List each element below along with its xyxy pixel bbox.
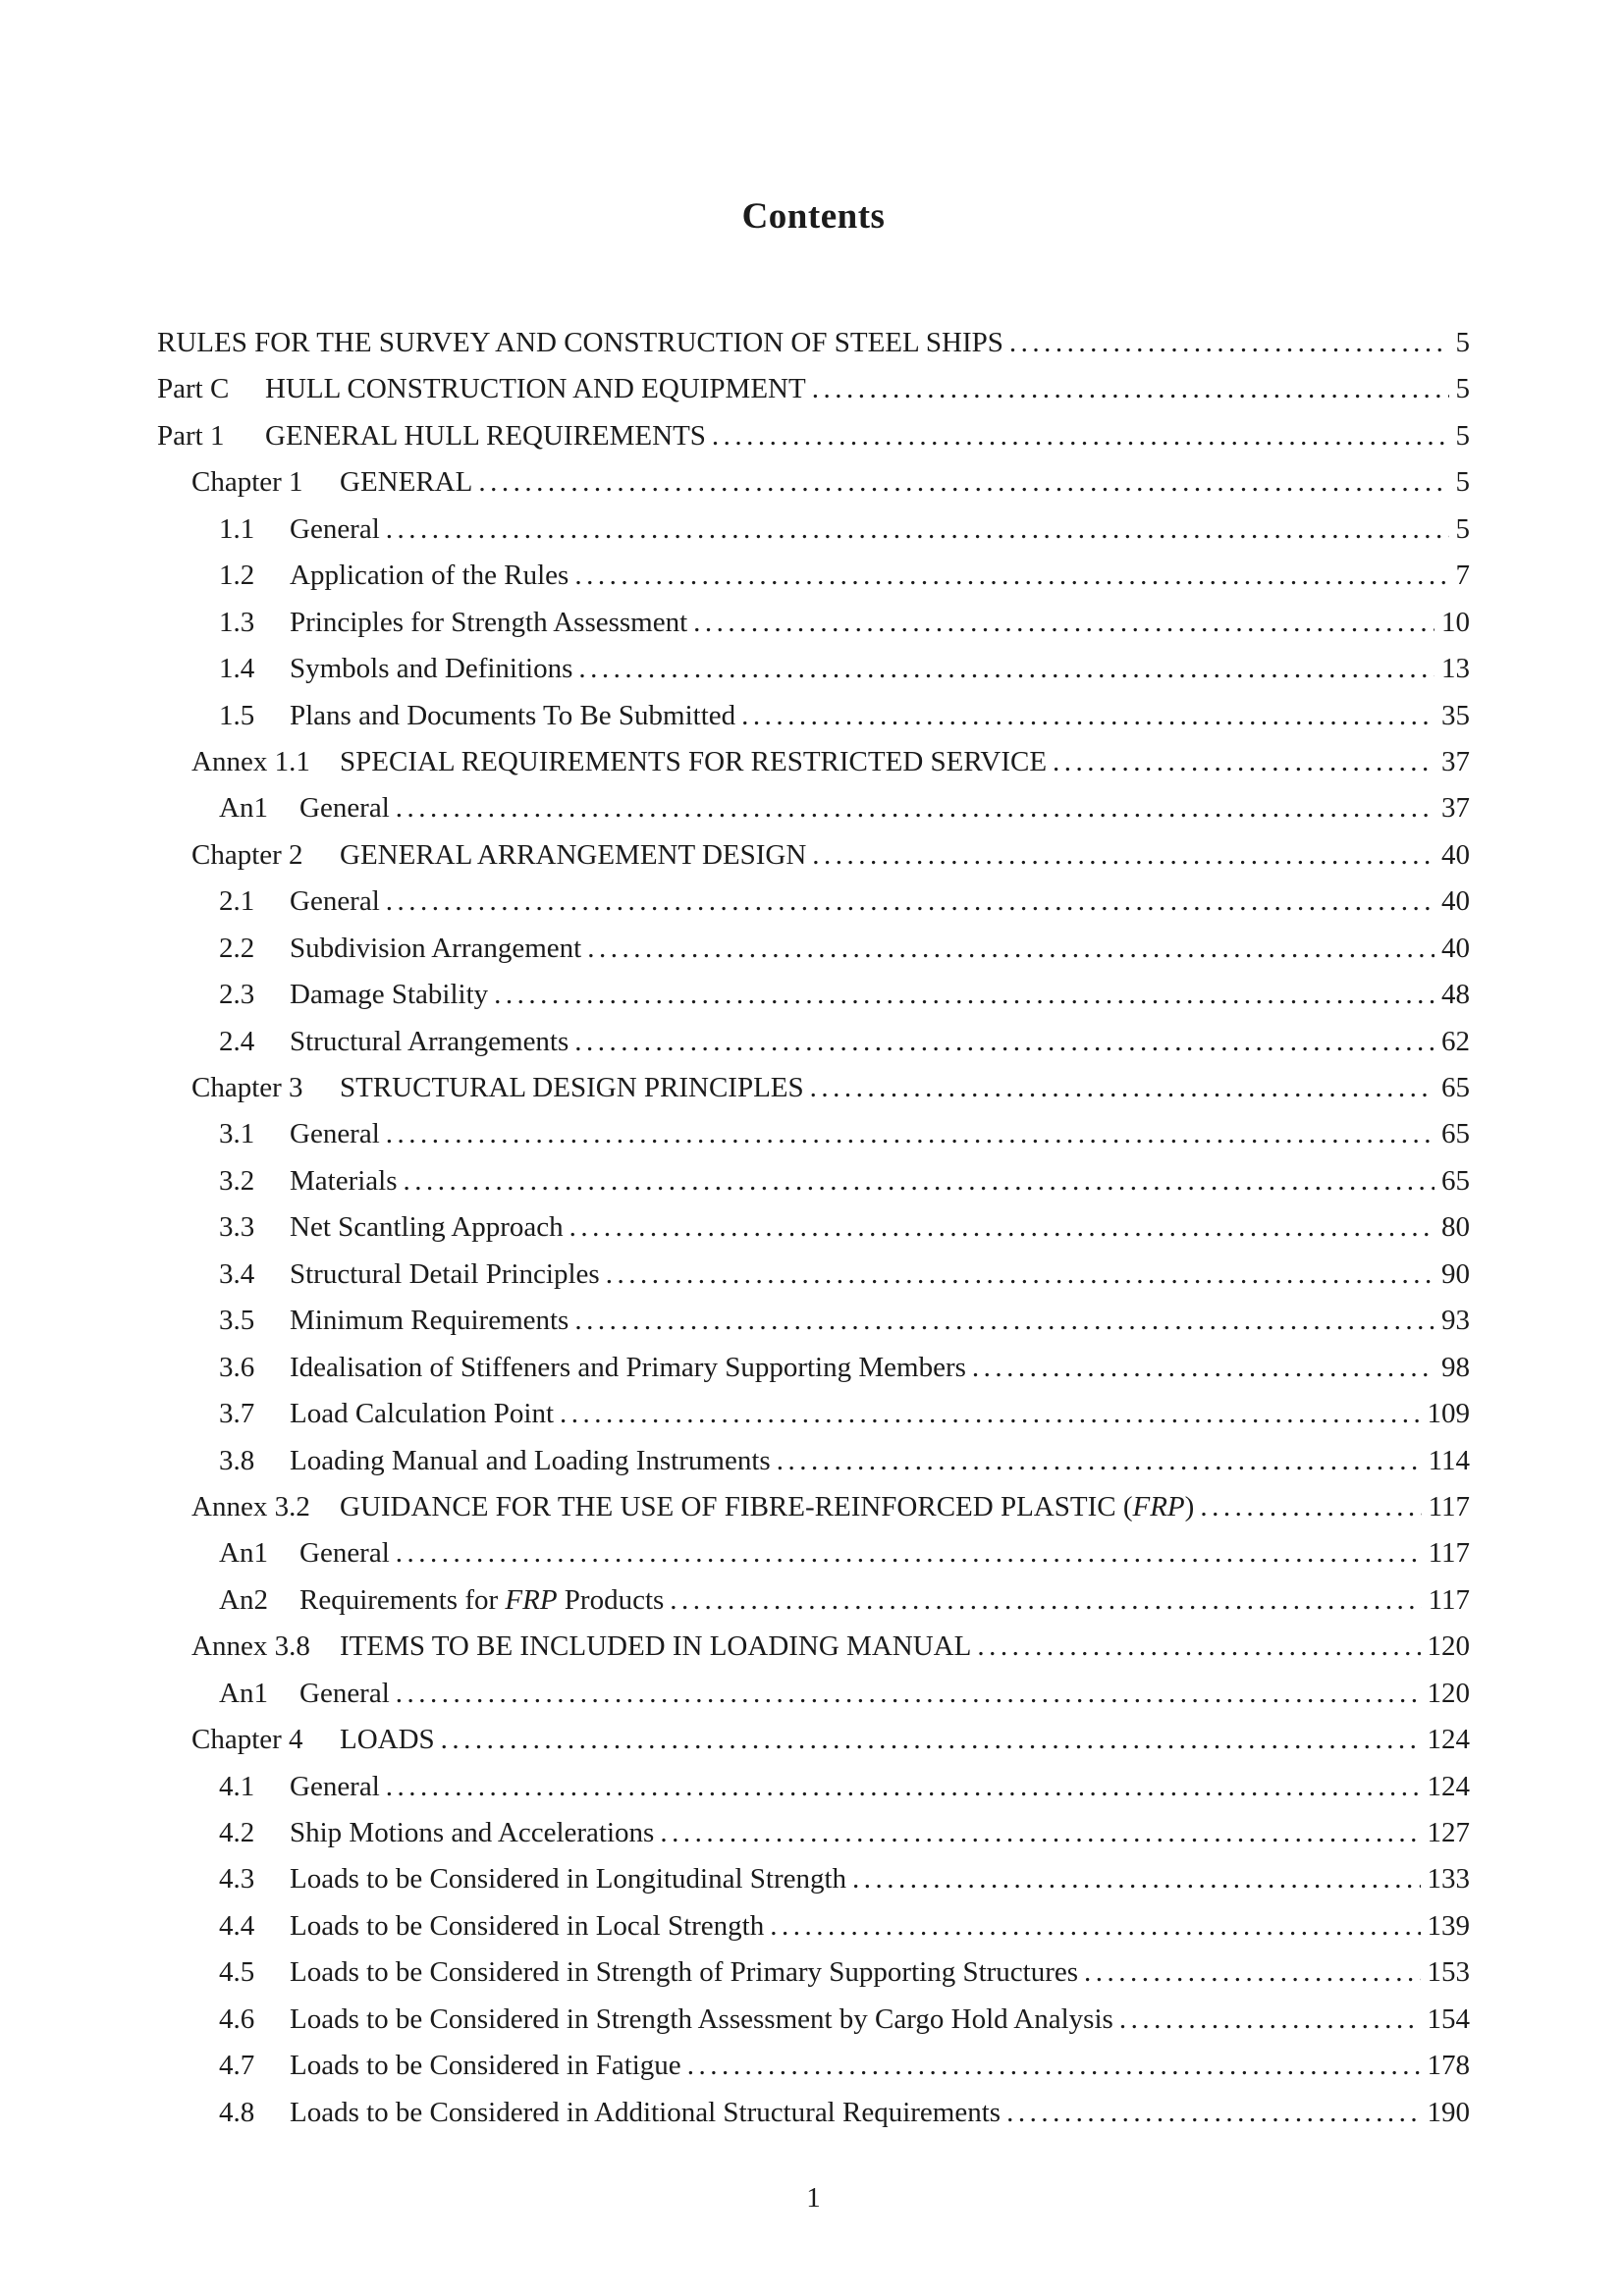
toc-entry-number: 4.6 <box>219 2002 255 2035</box>
toc-entry-number: Part 1 <box>157 419 225 452</box>
toc-entry-number: 4.4 <box>219 1909 255 1942</box>
toc-entry <box>219 972 1470 1018</box>
toc-entry-title: SPECIAL REQUIREMENTS FOR RESTRICTED SERVICE <box>340 745 1048 777</box>
toc-entry-page: 7 <box>1455 560 1470 592</box>
toc-entry-page: 62 <box>1441 1025 1470 1057</box>
toc-entry <box>219 1252 1470 1298</box>
toc-entry-number: 2.4 <box>219 1025 255 1057</box>
toc-entry <box>191 1624 1470 1670</box>
toc-entry-number: 3.5 <box>219 1305 255 1337</box>
toc-entry-page: 98 <box>1441 1351 1470 1383</box>
toc-leader-dots <box>972 1345 1435 1391</box>
toc-entry <box>219 1997 1470 2043</box>
toc-entry-title: LOADS <box>340 1724 435 1756</box>
toc-leader-dots <box>660 1810 1420 1856</box>
toc-entry-title: Loading Manual and Loading Instruments <box>290 1444 771 1476</box>
toc-entry <box>157 366 1470 412</box>
toc-entry-title: GENERAL ARRANGEMENT DESIGN <box>340 838 807 871</box>
toc-entry-page: 37 <box>1441 745 1470 777</box>
toc-entry-page: 154 <box>1427 2002 1470 2035</box>
toc-entry-page: 117 <box>1428 1583 1470 1616</box>
toc-entry <box>219 1019 1470 1065</box>
toc-entry-number: Part C <box>157 373 230 405</box>
toc-leader-dots <box>569 1204 1435 1251</box>
toc-entry-title: ITEMS TO BE INCLUDED IN LOADING MANUAL <box>340 1630 972 1663</box>
toc-leader-dots <box>386 1111 1435 1157</box>
toc-entry-title: General <box>290 1770 380 1802</box>
toc-entry <box>219 1764 1470 1810</box>
toc-leader-dots <box>606 1252 1435 1298</box>
toc-entry-page: 93 <box>1441 1305 1470 1337</box>
toc-entry-number: Chapter 1 <box>191 466 303 499</box>
toc-entry-page: 40 <box>1441 885 1470 918</box>
toc-entry-page: 5 <box>1455 466 1470 499</box>
toc-entry <box>219 1671 1470 1717</box>
toc-entry-page: 127 <box>1427 1817 1470 1848</box>
toc-entry-title: Minimum Requirements <box>290 1305 569 1337</box>
toc-entry-title: Application of the Rules <box>290 560 569 592</box>
toc-entry-title: GENERAL HULL REQUIREMENTS <box>265 419 706 452</box>
toc-entry <box>219 2090 1470 2136</box>
toc-entry <box>219 2043 1470 2089</box>
toc-entry-title: Loads to be Considered in Strength of Primary Supporting Structures <box>290 1956 1079 1989</box>
toc-entry-page: 5 <box>1455 373 1470 405</box>
toc-leader-dots <box>852 1856 1420 1902</box>
toc-entry-page: 133 <box>1427 1863 1470 1896</box>
toc-entry-number: Chapter 3 <box>191 1072 303 1103</box>
toc-entry-page: 114 <box>1428 1444 1470 1476</box>
toc-entry <box>157 413 1470 459</box>
toc-entry-title: Subdivision Arrangement <box>290 932 582 964</box>
toc-entry <box>191 1484 1470 1530</box>
toc-entry <box>219 1204 1470 1251</box>
toc-entry-title: Loads to be Considered in Strength Assessment by Cargo Hold Analysis <box>290 2002 1113 2035</box>
toc-entry-number: 3.4 <box>219 1257 255 1290</box>
toc-leader-dots <box>574 1298 1435 1344</box>
toc-leader-dots <box>587 926 1435 972</box>
toc-entry-page: 80 <box>1441 1211 1470 1244</box>
toc-leader-dots <box>777 1438 1422 1484</box>
toc-leader-dots <box>396 1671 1421 1717</box>
toc-entry-title: Load Calculation Point <box>290 1398 555 1430</box>
toc-entry-number: 4.8 <box>219 2096 255 2128</box>
toc-entry-page: 124 <box>1427 1724 1470 1756</box>
toc-entry-title: Structural Detail Principles <box>290 1257 600 1290</box>
toc-entry <box>157 320 1470 366</box>
toc-entry-number: 3.8 <box>219 1444 255 1476</box>
toc-entry-page: 5 <box>1455 419 1470 452</box>
toc-leader-dots <box>404 1158 1435 1204</box>
toc-entry <box>191 1717 1470 1763</box>
toc-entry-page: 13 <box>1441 653 1470 685</box>
toc-entry-number: Annex 3.2 <box>191 1490 310 1522</box>
toc-entry <box>219 1856 1470 1902</box>
toc-leader-dots <box>687 2043 1421 2089</box>
toc-entry-number: Chapter 2 <box>191 838 303 871</box>
toc-entry-page: 40 <box>1441 838 1470 871</box>
toc-entry-title: General <box>299 792 390 825</box>
toc-entry-page: 35 <box>1441 699 1470 731</box>
toc-leader-dots <box>574 1019 1435 1065</box>
toc-entry-title: Idealisation of Stiffeners and Primary Supporting Members <box>290 1351 966 1383</box>
toc-entry <box>219 1903 1470 1949</box>
toc-entry-title: General <box>290 512 380 545</box>
toc-entry-page: 65 <box>1441 1118 1470 1150</box>
page-title: Contents <box>741 196 886 237</box>
toc-leader-dots <box>396 785 1435 831</box>
toc-entry <box>191 1065 1470 1111</box>
toc-entry-number: Annex 3.8 <box>191 1630 310 1663</box>
toc-entry-title: Symbols and Definitions <box>290 653 573 685</box>
toc-entry-page: 65 <box>1441 1072 1470 1103</box>
toc-entry-page: 190 <box>1427 2096 1470 2128</box>
toc-leader-dots <box>1006 2090 1420 2136</box>
toc-entry-number: 1.2 <box>219 560 255 592</box>
toc-entry-title: General <box>299 1537 390 1570</box>
toc-leader-dots <box>812 832 1435 879</box>
toc-entry <box>219 1949 1470 1996</box>
toc-leader-dots <box>977 1624 1420 1670</box>
toc-entry-number: 1.3 <box>219 606 255 638</box>
toc-entry-page: 40 <box>1441 932 1470 964</box>
footer-page-number: 1 <box>806 2182 821 2215</box>
toc-entry <box>219 553 1470 599</box>
toc-entry-number: An1 <box>219 792 268 825</box>
toc-leader-dots <box>386 1764 1421 1810</box>
toc-leader-dots <box>574 553 1448 599</box>
toc-leader-dots <box>1200 1484 1421 1530</box>
toc-entry-number: 2.2 <box>219 932 255 964</box>
toc-entry-number: 4.1 <box>219 1770 255 1802</box>
toc-entry <box>219 1438 1470 1484</box>
toc-entry <box>191 459 1470 506</box>
toc-entry-number: 4.3 <box>219 1863 255 1896</box>
toc-entry-number: 1.1 <box>219 512 255 545</box>
toc-entry <box>219 646 1470 692</box>
toc-leader-dots <box>1119 1997 1421 2043</box>
toc-entry-number: 2.1 <box>219 885 255 918</box>
toc-entry-title: Loads to be Considered in Longitudinal Strength <box>290 1863 847 1896</box>
toc-entry-page: 120 <box>1427 1630 1470 1663</box>
toc-entry <box>191 832 1470 879</box>
toc-leader-dots <box>770 1903 1420 1949</box>
toc-entry <box>219 1298 1470 1344</box>
toc-entry-page: 48 <box>1441 979 1470 1011</box>
toc-entry-page: 5 <box>1455 512 1470 545</box>
toc-entry <box>219 926 1470 972</box>
toc-entry-number: 4.2 <box>219 1817 255 1848</box>
toc-leader-dots <box>1053 739 1435 785</box>
toc-entry-title: Loads to be Considered in Fatigue <box>290 2050 681 2082</box>
toc-entry-number: Annex 1.1 <box>191 745 310 777</box>
toc-entry <box>219 785 1470 831</box>
toc-entry-title: Plans and Documents To Be Submitted <box>290 699 736 731</box>
toc-entry <box>219 1391 1470 1437</box>
toc-entry-title: General <box>290 1118 380 1150</box>
toc-entry-title: Materials <box>290 1164 398 1197</box>
toc-entry-title: Loads to be Considered in Additional Structural Requirements <box>290 2096 1001 2128</box>
toc-leader-dots <box>478 459 1448 506</box>
toc-entry-number: 3.1 <box>219 1118 255 1150</box>
toc-entry-title: RULES FOR THE SURVEY AND CONSTRUCTION OF STEEL SHIPS <box>157 327 1003 358</box>
toc-entry <box>219 507 1470 553</box>
toc-entry-page: 124 <box>1427 1770 1470 1802</box>
toc-leader-dots <box>560 1391 1420 1437</box>
toc-entry-title: Damage Stability <box>290 979 489 1011</box>
toc-leader-dots <box>670 1577 1421 1624</box>
toc-leader-dots <box>812 366 1449 412</box>
toc-leader-dots <box>494 972 1435 1018</box>
toc-entry-page: 117 <box>1428 1537 1470 1570</box>
toc-entry-number: An1 <box>219 1677 268 1709</box>
toc-entry-title: General <box>290 885 380 918</box>
toc-entry-title: Requirements for FRP Products <box>299 1583 665 1616</box>
toc-entry-page: 178 <box>1427 2050 1470 2082</box>
toc-list <box>157 320 1470 2136</box>
toc-entry-page: 109 <box>1427 1398 1470 1430</box>
toc-leader-dots <box>396 1530 1422 1576</box>
toc-entry-title: Ship Motions and Accelerations <box>290 1817 655 1848</box>
toc-leader-dots <box>810 1065 1435 1111</box>
toc-entry-page: 117 <box>1428 1490 1470 1522</box>
toc-entry-page: 5 <box>1455 327 1470 358</box>
toc-entry-page: 37 <box>1441 792 1470 825</box>
toc-entry-page: 10 <box>1441 606 1470 638</box>
toc-entry-number: 3.6 <box>219 1351 255 1383</box>
toc-entry <box>219 879 1470 925</box>
toc-entry-number: 4.5 <box>219 1956 255 1989</box>
toc-entry <box>219 1158 1470 1204</box>
toc-entry-title: Net Scantling Approach <box>290 1211 564 1244</box>
toc-entry-title: Loads to be Considered in Local Strength <box>290 1909 765 1942</box>
toc-entry-title: Structural Arrangements <box>290 1025 569 1057</box>
toc-entry <box>219 1530 1470 1576</box>
toc-entry-number: An2 <box>219 1583 268 1616</box>
toc-leader-dots <box>1009 320 1449 366</box>
toc-leader-dots <box>441 1717 1421 1763</box>
toc-leader-dots <box>1084 1949 1420 1996</box>
toc-entry-number: 3.7 <box>219 1398 255 1430</box>
toc-leader-dots <box>741 693 1435 739</box>
toc-entry-title: STRUCTURAL DESIGN PRINCIPLES <box>340 1072 804 1103</box>
toc-entry-number: 4.7 <box>219 2050 255 2082</box>
toc-entry-number: 2.3 <box>219 979 255 1011</box>
toc-entry-number: 1.4 <box>219 653 255 685</box>
toc-leader-dots <box>386 507 1449 553</box>
toc-entry-page: 65 <box>1441 1164 1470 1197</box>
toc-leader-dots <box>693 600 1435 646</box>
toc-leader-dots <box>386 879 1435 925</box>
toc-entry-title: Principles for Strength Assessment <box>290 606 688 638</box>
toc-entry-page: 120 <box>1427 1677 1470 1709</box>
toc-entry-page: 139 <box>1427 1909 1470 1942</box>
toc-entry-title: GUIDANCE FOR THE USE OF FIBRE-REINFORCED PLASTIC (FRP) <box>340 1490 1195 1522</box>
toc-entry <box>219 693 1470 739</box>
toc-entry-page: 90 <box>1441 1257 1470 1290</box>
toc-entry-title: GENERAL <box>340 466 473 499</box>
toc-entry-number: 3.3 <box>219 1211 255 1244</box>
toc-entry <box>219 1577 1470 1624</box>
toc-leader-dots <box>578 646 1435 692</box>
toc-entry <box>219 1345 1470 1391</box>
toc-entry <box>191 739 1470 785</box>
toc-entry-number: An1 <box>219 1537 268 1570</box>
toc-leader-dots <box>712 413 1449 459</box>
toc-entry <box>219 600 1470 646</box>
toc-entry-page: 153 <box>1427 1956 1470 1989</box>
toc-entry-title: HULL CONSTRUCTION AND EQUIPMENT <box>265 373 806 405</box>
toc-entry-number: Chapter 4 <box>191 1724 303 1756</box>
toc-entry-title: General <box>299 1677 390 1709</box>
toc-entry <box>219 1111 1470 1157</box>
toc-entry <box>219 1810 1470 1856</box>
toc-entry-number: 1.5 <box>219 699 255 731</box>
toc-entry-number: 3.2 <box>219 1164 255 1197</box>
